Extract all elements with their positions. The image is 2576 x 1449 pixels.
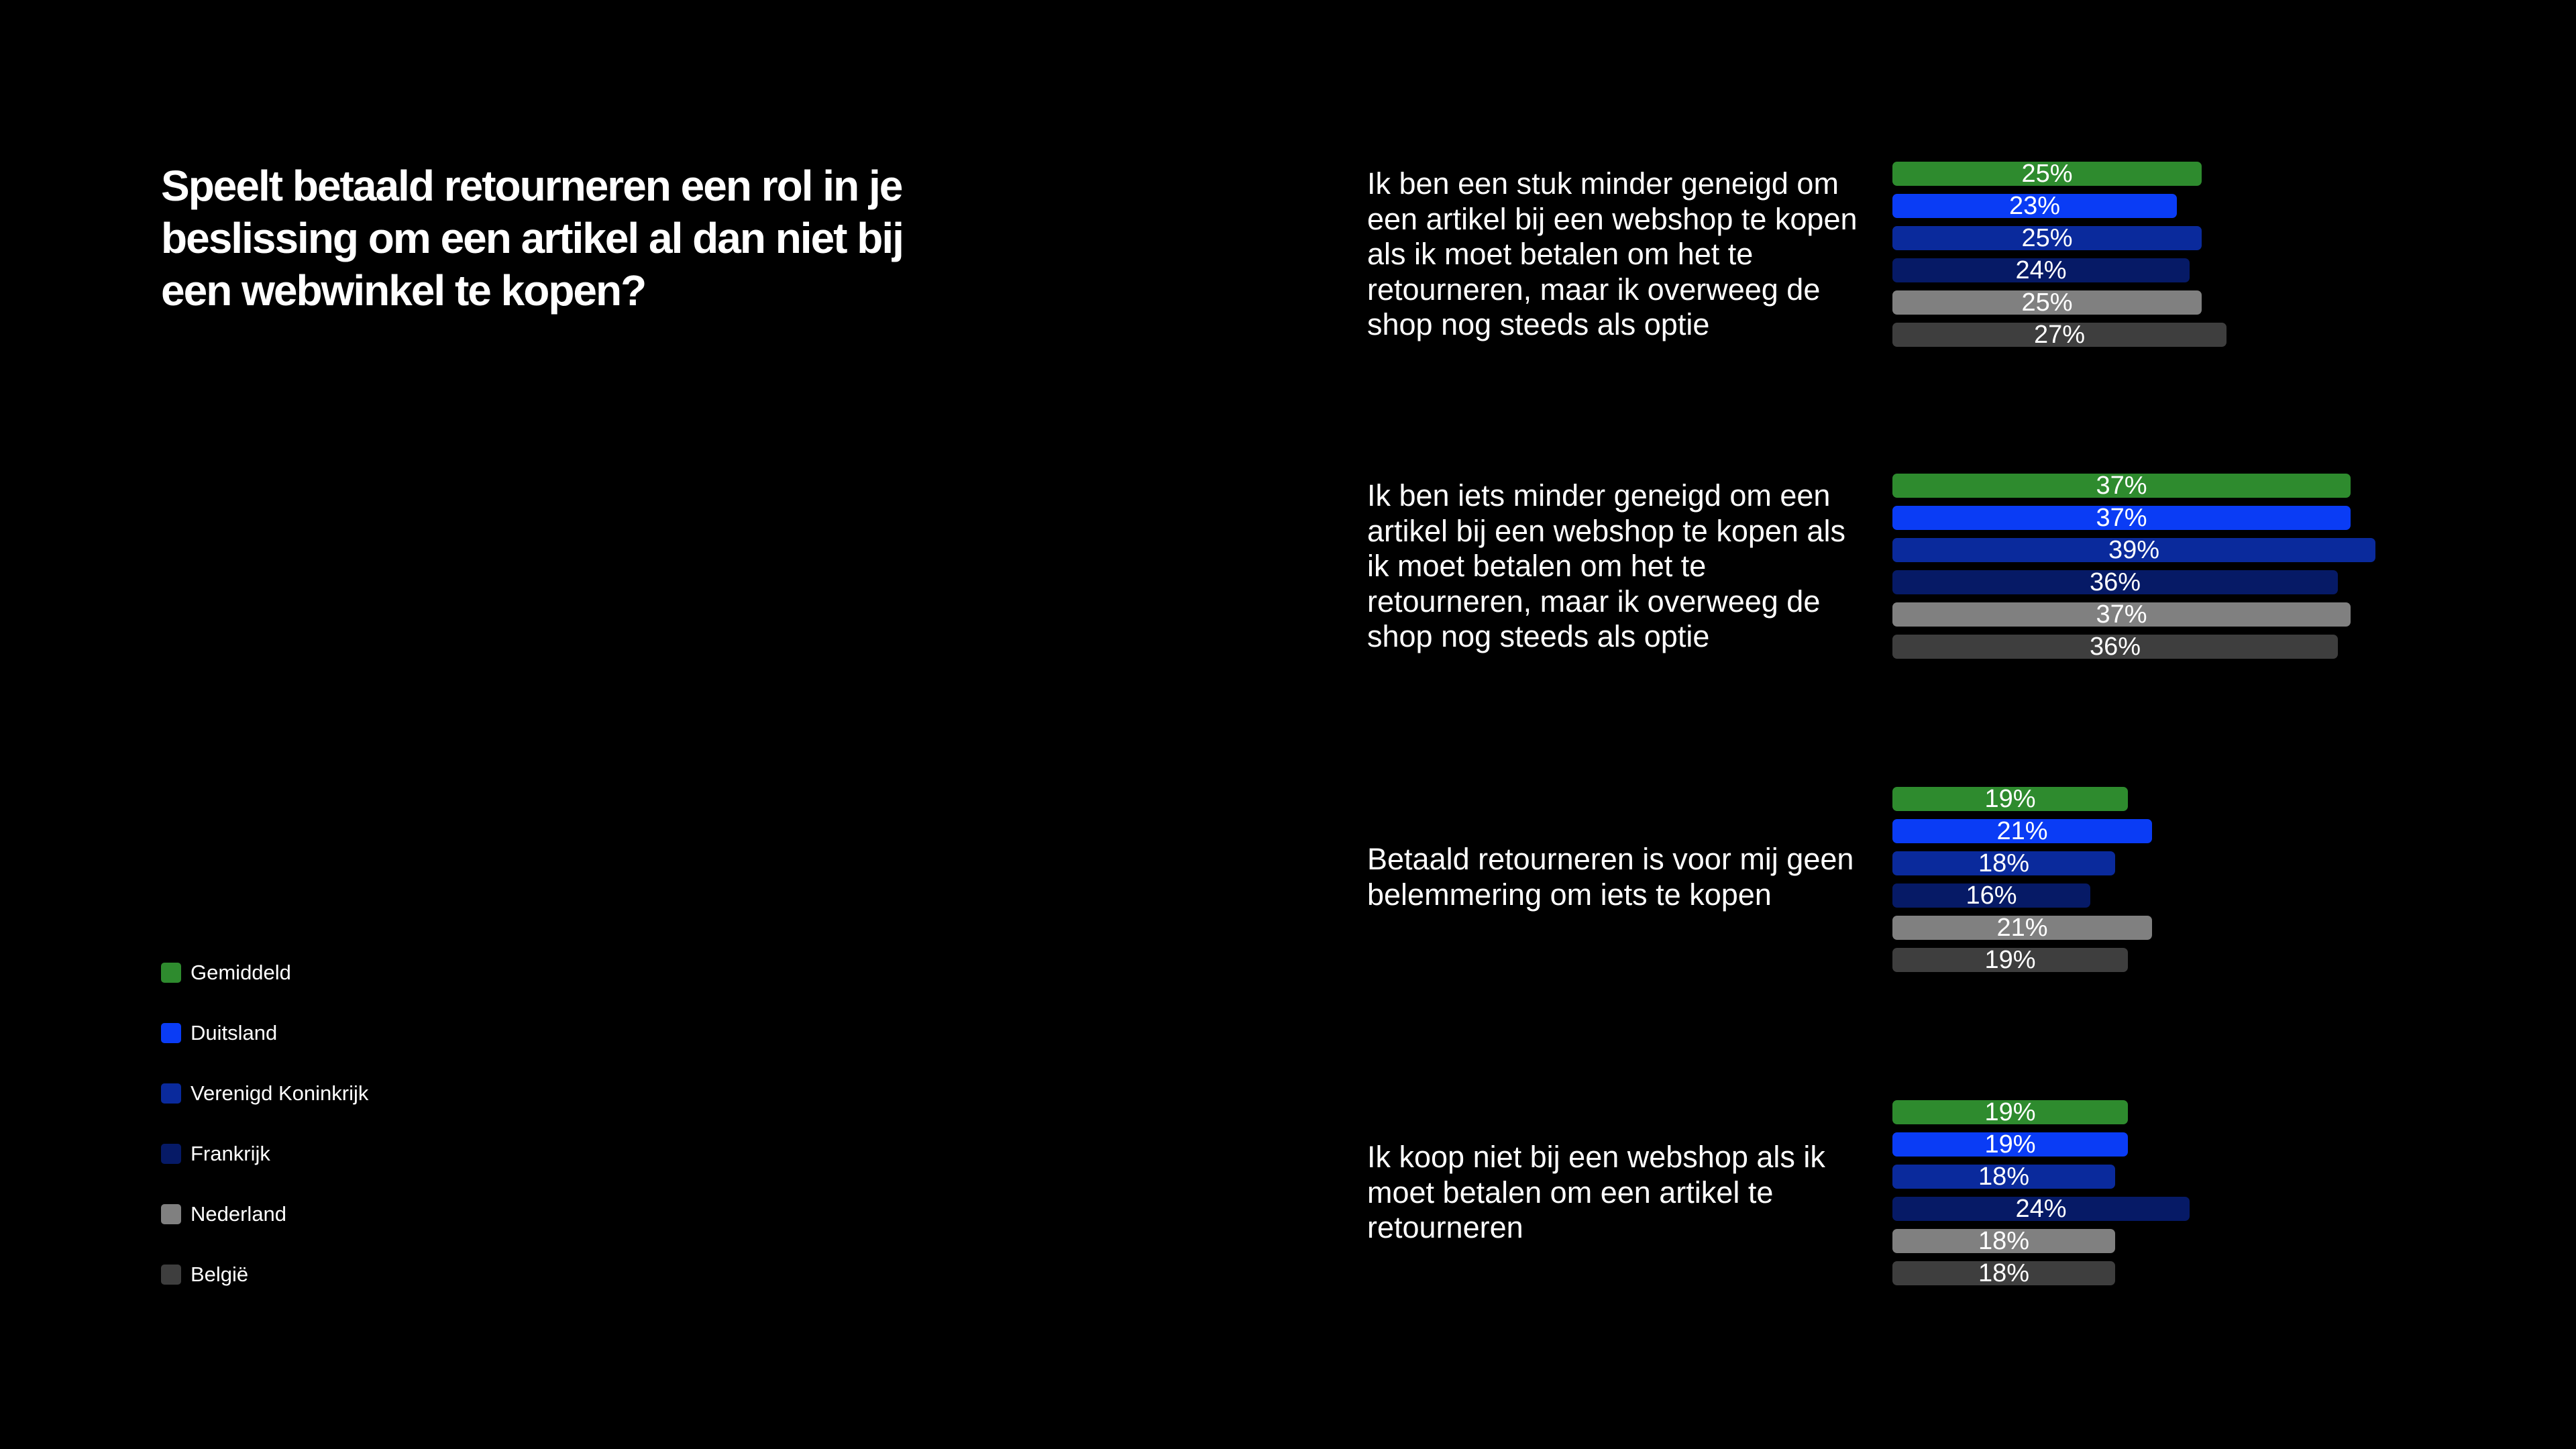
bar-value-label: 19% [1984,946,2036,974]
bar-value-label: 37% [2096,600,2147,629]
bar-value-label: 37% [2096,504,2147,532]
bar-value-label: 37% [2096,472,2147,500]
bar [1892,194,2177,218]
bar-value-label: 39% [2108,536,2160,564]
legend-swatch [161,1204,181,1224]
question-label-1: Ik ben een stuk minder geneigd om een artikel bij een webshop te kopen als ik moet betalen om het te retourneren, maar ik overweeg de shop nog steeds als optie [1367,166,1858,341]
bar [1892,323,2226,347]
legend-item-verenigd-koninkrijk [161,1080,368,1107]
legend-swatch [161,963,181,983]
bar-value-label: 36% [2089,568,2141,596]
bar-value-label: 18% [1978,849,2030,877]
legend-item-belgie [161,1261,248,1288]
bar [1892,1132,2128,1157]
bar [1892,635,2338,659]
question-label-3: Betaald retourneren is voor mij geen belemmering om iets te kopen [1367,842,1854,912]
bar [1892,226,2202,250]
bar-value-label: 36% [2089,633,2141,661]
bar [1892,1165,2115,1189]
bar [1892,948,2128,972]
legend-label: Verenigd Koninkrijk [191,1081,369,1105]
bar [1892,258,2190,282]
bar-value-label: 18% [1978,1163,2030,1191]
bar-value-label: 19% [1984,1098,2036,1126]
legend-item-duitsland [161,1020,277,1046]
legend-label: Frankrijk [191,1142,270,1165]
bar-value-label: 24% [2015,1195,2067,1223]
bar [1892,916,2152,940]
legend-item-nederland [161,1201,286,1228]
bar-value-label: 25% [2021,288,2073,317]
bar [1892,506,2351,530]
bar-value-label: 19% [1984,1130,2036,1159]
bar [1892,602,2351,627]
bar [1892,1100,2128,1124]
bar [1892,883,2090,908]
question-label-2: Ik ben iets minder geneigd om een artikel bij een webshop te kopen als ik moet betalen om het te retourneren, maar ik overweeg de shop nog steeds als optie [1367,478,1845,653]
bar [1892,570,2338,594]
legend-swatch [161,1144,181,1164]
bar [1892,290,2202,315]
bar-value-label: 16% [1966,881,2017,910]
bar-value-label: 24% [2015,256,2067,284]
bar [1892,787,2128,811]
bar-value-label: 27% [2033,321,2086,349]
bar-value-label: 23% [2008,192,2061,220]
bar [1892,1229,2115,1253]
bar-value-label: 25% [2021,160,2073,188]
legend-label: Nederland [191,1202,287,1226]
legend-swatch [161,1265,181,1285]
bar-value-label: 25% [2021,224,2073,252]
bar [1892,819,2152,843]
bar [1892,1261,2115,1285]
bar [1892,1197,2190,1221]
chart-title: Speelt betaald retourneren een rol in je beslissing om een artikel al dan niet bij een webwinkel te kopen? [161,162,903,315]
question-label-4: Ik koop niet bij een webshop als ik moet betalen om een artikel te retourneren [1367,1140,1825,1244]
bar-value-label: 21% [1996,817,2048,845]
bar [1892,474,2351,498]
legend-item-gemiddeld [161,959,291,986]
bar-value-label: 18% [1978,1259,2030,1287]
bar-value-label: 19% [1984,785,2036,813]
bar [1892,162,2202,186]
bar-value-label: 18% [1978,1227,2030,1255]
bar-value-label: 21% [1996,914,2048,942]
bar [1892,851,2115,875]
legend-swatch [161,1083,181,1104]
legend-swatch [161,1023,181,1043]
legend-label: België [191,1263,249,1286]
legend-item-frankrijk [161,1140,270,1167]
legend-label: Duitsland [191,1021,278,1044]
bar [1892,538,2375,562]
legend-label: Gemiddeld [191,961,291,984]
